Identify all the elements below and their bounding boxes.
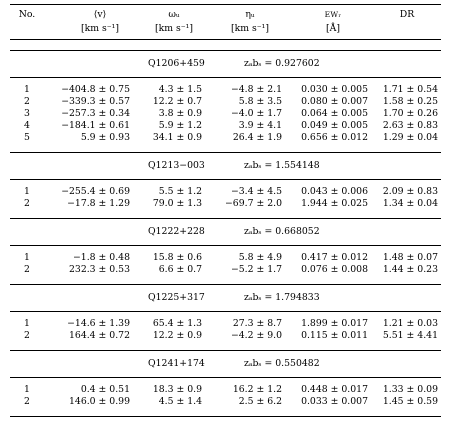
cell-no: 2: [24, 330, 30, 341]
section: [10, 153, 441, 219]
cell-dr: 1.29 ± 0.04: [382, 132, 438, 143]
cell-omega: 34.1 ± 0.9: [152, 132, 202, 143]
header-eta-unit: [km s⁻¹]: [230, 23, 270, 34]
cell-ew: 0.033 ± 0.007: [301, 396, 368, 407]
cell-omega: 18.3 ± 0.9: [152, 384, 202, 395]
cell-omega: 65.4 ± 1.3: [152, 318, 202, 329]
table-row: [10, 84, 441, 96]
table-row: [10, 264, 441, 276]
cell-dr: 1.48 ± 0.07: [382, 252, 438, 263]
cell-ew: 0.049 ± 0.005: [301, 120, 368, 131]
cell-velocity: 5.9 ± 0.93: [80, 132, 130, 143]
cell-dr: 1.44 ± 0.23: [382, 264, 438, 275]
cell-ew: 0.064 ± 0.005: [301, 108, 368, 119]
cell-eta: −69.7 ± 2.0: [225, 198, 282, 209]
cell-omega: 4.5 ± 1.4: [158, 396, 202, 407]
table-body: [10, 51, 441, 417]
cell-eta: 3.9 ± 4.1: [238, 120, 282, 131]
cell-omega: 3.8 ± 0.9: [158, 108, 202, 119]
cell-dr: 1.34 ± 0.04: [382, 198, 438, 209]
table-row: [10, 318, 441, 330]
cell-no: 1: [24, 186, 30, 197]
cell-no: 5: [24, 132, 30, 143]
redshift-label: zₐbₛ = 0.927602: [244, 58, 320, 69]
header-omega: ωᵤ: [168, 9, 180, 20]
cell-eta: −3.4 ± 4.5: [230, 186, 282, 197]
cell-velocity: 0.4 ± 0.51: [80, 384, 130, 395]
cell-ew: 0.448 ± 0.017: [301, 384, 368, 395]
cell-velocity: −255.4 ± 0.69: [61, 186, 130, 197]
cell-no: 1: [24, 318, 30, 329]
cell-no: 2: [24, 96, 30, 107]
cell-omega: 4.3 ± 1.5: [158, 84, 202, 95]
cell-ew: 0.080 ± 0.007: [301, 96, 368, 107]
cell-omega: 5.9 ± 1.2: [158, 120, 202, 131]
cell-omega: 12.2 ± 0.9: [152, 330, 202, 341]
cell-no: 3: [24, 108, 30, 119]
cell-velocity: −1.8 ± 0.48: [73, 252, 130, 263]
cell-dr: 1.45 ± 0.59: [382, 396, 438, 407]
cell-omega: 5.5 ± 1.2: [158, 186, 202, 197]
cell-no: 1: [24, 84, 30, 95]
header-eta: ηᵤ: [245, 9, 255, 20]
table-row: [10, 396, 441, 408]
cell-velocity: −17.8 ± 1.29: [67, 198, 130, 209]
cell-omega: 12.2 ± 0.7: [152, 96, 202, 107]
cell-dr: 1.58 ± 0.25: [382, 96, 438, 107]
section-header: [10, 219, 441, 245]
cell-omega: 6.6 ± 0.7: [158, 264, 202, 275]
cell-dr: 1.70 ± 0.26: [382, 108, 438, 119]
cell-ew: 0.115 ± 0.011: [301, 330, 368, 341]
cell-dr: 2.63 ± 0.83: [382, 120, 438, 131]
cell-velocity: −257.3 ± 0.34: [61, 108, 130, 119]
cell-eta: 26.4 ± 1.9: [232, 132, 282, 143]
cell-dr: 2.09 ± 0.83: [382, 186, 438, 197]
cell-eta: −4.2 ± 9.0: [230, 330, 282, 341]
cell-dr: 5.51 ± 4.41: [382, 330, 438, 341]
cell-dr: 1.21 ± 0.03: [382, 318, 438, 329]
cell-eta: 16.2 ± 1.2: [232, 384, 282, 395]
table-row: [10, 252, 441, 264]
cell-eta: −4.8 ± 2.1: [230, 84, 282, 95]
quasar-name: Q1206+459: [148, 58, 205, 69]
cell-velocity: −404.8 ± 0.75: [61, 84, 130, 95]
cell-velocity: 146.0 ± 0.99: [68, 396, 130, 407]
table-row: [10, 108, 441, 120]
cell-eta: 5.8 ± 4.9: [238, 252, 282, 263]
cell-ew: 0.076 ± 0.008: [301, 264, 368, 275]
cell-eta: 5.8 ± 3.5: [238, 96, 282, 107]
header-ew: EWᵣ: [324, 10, 342, 19]
section-end-rule: [10, 416, 441, 417]
cell-ew: 1.899 ± 0.017: [301, 318, 368, 329]
quasar-name: Q1225+317: [148, 292, 205, 303]
cell-no: 2: [24, 396, 30, 407]
quasar-name: Q1241+174: [148, 358, 205, 369]
cell-dr: 1.33 ± 0.09: [382, 384, 438, 395]
cell-velocity: 164.4 ± 0.72: [68, 330, 130, 341]
quasar-name: Q1222+228: [148, 226, 205, 237]
header-ew-unit: [Å]: [326, 23, 340, 34]
cell-omega: 79.0 ± 1.3: [152, 198, 202, 209]
table-row: [10, 384, 441, 396]
cell-velocity: −14.6 ± 1.39: [67, 318, 130, 329]
redshift-label: zₐbₛ = 1.794833: [244, 292, 320, 303]
header-no: No.: [18, 9, 36, 20]
cell-ew: 0.030 ± 0.005: [301, 84, 368, 95]
table-row: [10, 330, 441, 342]
cell-ew: 1.944 ± 0.025: [301, 198, 368, 209]
cell-velocity: 232.3 ± 0.53: [68, 264, 130, 275]
section: [10, 351, 441, 417]
cell-eta: 27.3 ± 8.7: [232, 318, 282, 329]
section: [10, 219, 441, 285]
cell-dr: 1.71 ± 0.54: [382, 84, 438, 95]
header-dr: DR: [399, 9, 415, 20]
section: [10, 285, 441, 351]
section: [10, 51, 441, 153]
header-velocity: ⟨v⟩: [93, 9, 107, 20]
table-row: [10, 186, 441, 198]
section-header: [10, 153, 441, 179]
cell-eta: −5.2 ± 1.7: [230, 264, 282, 275]
cell-no: 1: [24, 384, 30, 395]
section-header: [10, 285, 441, 311]
cell-no: 4: [24, 120, 30, 131]
redshift-label: zₐbₛ = 0.668052: [244, 226, 320, 237]
cell-velocity: −184.1 ± 0.61: [61, 120, 130, 131]
table-row: [10, 132, 441, 144]
data-table: [10, 4, 441, 417]
table-header: [10, 5, 441, 39]
table-row: [10, 198, 441, 210]
cell-ew: 0.417 ± 0.012: [301, 252, 368, 263]
cell-eta: −4.0 ± 1.7: [230, 108, 282, 119]
table-row: [10, 96, 441, 108]
redshift-label: zₐbₛ = 1.554148: [244, 160, 320, 171]
cell-no: 1: [24, 252, 30, 263]
section-header: [10, 351, 441, 377]
redshift-label: zₐbₛ = 0.550482: [244, 358, 320, 369]
header-omega-unit: [km s⁻¹]: [154, 23, 194, 34]
cell-no: 2: [24, 264, 30, 275]
table-row: [10, 120, 441, 132]
cell-eta: 2.5 ± 6.2: [238, 396, 282, 407]
cell-ew: 0.043 ± 0.006: [301, 186, 368, 197]
header-velocity-unit: [km s⁻¹]: [80, 23, 120, 34]
cell-ew: 0.656 ± 0.012: [301, 132, 368, 143]
cell-velocity: −339.3 ± 0.57: [61, 96, 130, 107]
cell-no: 2: [24, 198, 30, 209]
section-header: [10, 51, 441, 77]
quasar-name: Q1213−003: [148, 160, 205, 171]
cell-omega: 15.8 ± 0.6: [152, 252, 202, 263]
